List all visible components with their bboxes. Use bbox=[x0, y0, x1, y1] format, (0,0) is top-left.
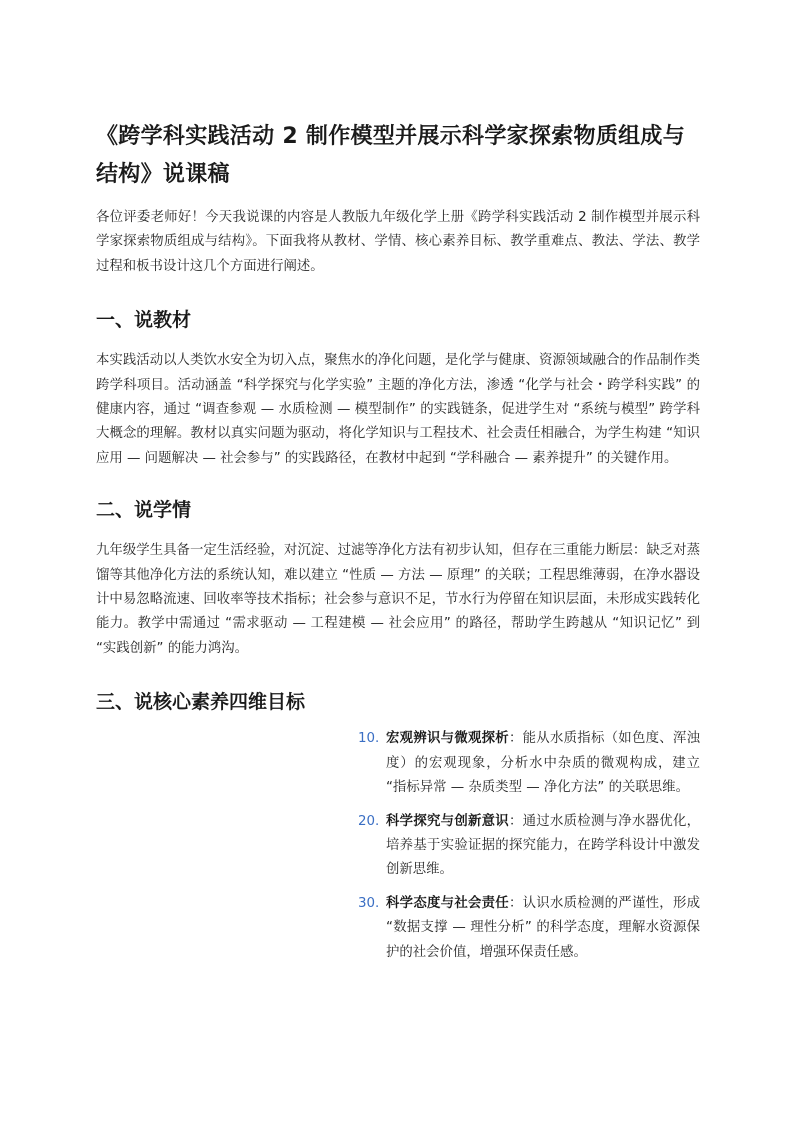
section-heading-students: 二、说学情 bbox=[96, 499, 192, 522]
goals-list bbox=[358, 727, 700, 965]
list-item-text: ：通过水质检测与净水器优化，培养基于实验证据的探究能力，在跨学科设计中激发创新思维。 bbox=[386, 813, 701, 878]
list-item-number: 20. bbox=[358, 813, 380, 829]
list-item-text: ：能从水质指标（如色度、浑浊度）的宏观现象，分析水中杂质的微观构成，建立 “指标异常 — 杂质类型 — 净化方法” 的关联思维。 bbox=[386, 731, 701, 796]
list-item-content bbox=[386, 810, 700, 883]
list-item-label: 科学探究与创新意识 bbox=[386, 813, 509, 829]
list-item-number: 10. bbox=[358, 731, 380, 747]
section-heading-textbook: 一、说教材 bbox=[96, 309, 192, 332]
section-body-students: 九年级学生具备一定生活经验，对沉淀、过滤等净化方法有初步认知，但存在三重能力断层：缺乏对蒸馏等其他净化方法的系统认知，难以建立 “性质 — 方法 — 原理” 的关联；工程思维薄弱，在净水器设计中易忽略流速、回收率等技术指标；社会参与意识不足，节水行为停留在知识层面，未形成实践转化能力。教学中需通过 “需求驱动 — 工程建模 — 社会应用” 的路径，帮助学生跨越从 “知识记忆” 到 “实践创新” 的能力鸿沟。 bbox=[96, 543, 700, 656]
list-item-label: 科学态度与社会责任 bbox=[386, 895, 509, 911]
list-item-label: 宏观辨识与微观探析 bbox=[386, 731, 509, 747]
list-item-number: 30. bbox=[358, 895, 380, 911]
document-title: 《跨学科实践活动 2 制作模型并展示科学家探索物质组成与结构》说课稿 bbox=[96, 124, 686, 187]
section-body-textbook: 本实践活动以人类饮水安全为切入点，聚焦水的净化问题，是化学与健康、资源领域融合的作品制作类跨学科项目。活动涵盖 “科学探究与化学实验” 主题的净化方法，渗透 “化学与社会・跨学科实践” 的健康内容，通过 “调查参观 — 水质检测 — 模型制作” 的实践链条，促进学生对 “系统与模型” 跨学科大概念的理解。教材以真实问题为驱动，将化学知识与工程技术、社会责任相融合，为学生构建 “知识应用 — 问题解决 — 社会参与” 的实践路径，在教材中起到 “学科融合 — 素养提升” 的关键作用。 bbox=[96, 353, 700, 466]
section-heading-goals: 三、说核心素养四维目标 bbox=[96, 691, 306, 714]
document-page bbox=[96, 118, 700, 974]
list-item-text: ：认识水质检测的严谨性，形成 “数据支撑 — 理性分析” 的科学态度，理解水资源保护的社会价值，增强环保责任感。 bbox=[386, 895, 701, 960]
list-item bbox=[358, 810, 700, 883]
list-item-content bbox=[386, 892, 700, 965]
list-item-content bbox=[386, 727, 700, 800]
intro-paragraph: 各位评委老师好！今天我说课的内容是人教版九年级化学上册《跨学科实践活动 2 制作模型并展示科学家探索物质组成与结构》。下面我将从教材、学情、核心素养目标、教学重难点、教法、学法、教学过程和板书设计这几个方面进行阐述。 bbox=[96, 210, 700, 274]
list-item bbox=[358, 892, 700, 965]
list-item bbox=[358, 727, 700, 800]
